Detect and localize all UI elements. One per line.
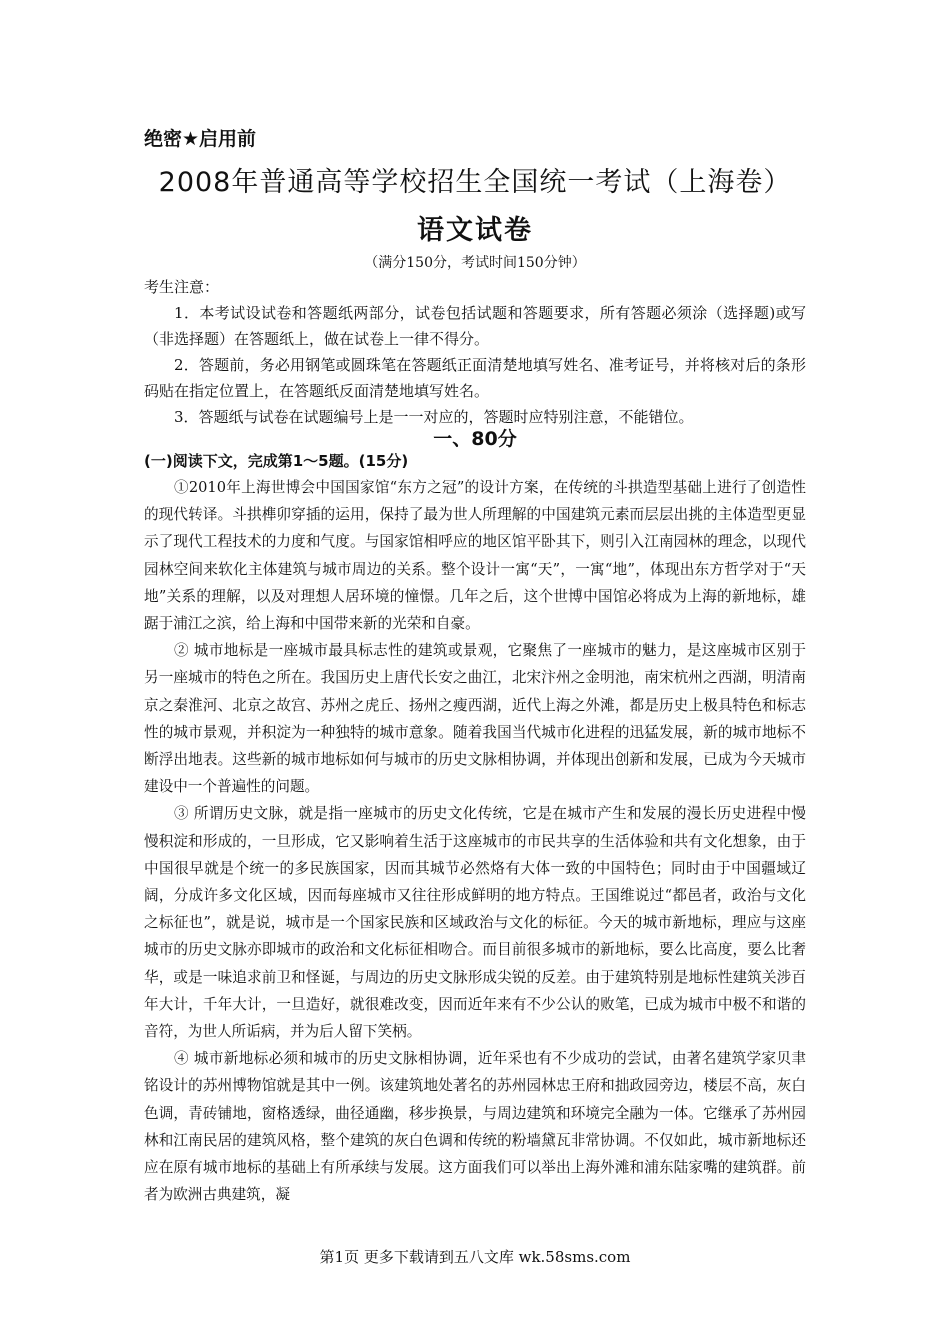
confidential-label: 绝密★启用前 [144,128,257,150]
notice-block [144,274,806,430]
notice-label: 考生注意： [144,278,220,296]
exam-title: 2008年普通高等学校招生全国统一考试（上海卷） [158,167,792,198]
exam-subtitle: 语文试卷 [417,215,533,246]
notice-item: 1．本考试设试卷和答题纸两部分，试卷包括试题和答题要求，所有答题必须涂（选择题)或写（非选择题）在答题纸上，做在试卷上一律不得分。 [144,304,806,348]
notice-item: 3．答题纸与试卷在试题编号上是一一对应的，答题时应特别注意，不能错位。 [174,408,694,426]
question-header: (一)阅读下文，完成第1～5题。(15分) [144,452,409,470]
article-paragraph: ③ 所谓历史文脉，就是指一座城市的历史文化传统，它是在城市产生和发展的漫长历史进程中慢慢积淀和形成的，一旦形成，它又影响着生活于这座城市的市民共享的生活体验和共有文化想象，由于中国很早就是个统一的多民族国家，因而其城节必然烙有大体一致的中国特色；同时由于中国疆域辽阔，分成许多文化区域，因而每座城市又往往形成鲜明的地方特点。王国维说过“都邑者，政治与文化之标征也”，就是说，城市是一个国家民族和区域政治与文化的标征。今天的城市新地标，理应与这座城市的历史文脉亦即城市的政治和文化标征相吻合。而目前很多城市的新地标，要么比高度，要么比奢华，或是一味追求前卫和怪诞，与周边的历史文脉形成尖锐的反差。由于建筑特别是地标性建筑关涉百年大计，千年大计，一旦造好，就很难改变，因而近年来有不少公认的败笔，已成为城市中极不和谐的音符，为世人所诟病，并为后人留下笑柄。 [144,805,806,1041]
page-footer: 第1页 更多下载请到五八文库 wk.58sms.com [319,1248,631,1266]
article-body [144,474,806,1208]
section-heading: 一、80分 [433,428,517,450]
article-paragraph: ② 城市地标是一座城市最具标志性的建筑或景观，它聚焦了一座城市的魅力，是这座城市区别于另一座城市的特色之所在。我国历史上唐代长安之曲江，北宋汴州之金明池，南宋杭州之西湖，明清南京之秦淮河、北京之故宫、苏州之虎丘、扬州之瘦西湖，近代上海之外滩，都是历史上极具特色和标志性的城市景观，并积淀为一种独特的城市意象。随着我国当代城市化进程的迅猛发展，新的城市地标不断浮出地表。这些新的城市地标如何与城市的历史文脉相协调，并体现出创新和发展，已成为今天城市建设中一个普遍性的问题。 [144,642,806,796]
notice-item: 2．答题前，务必用钢笔或圆珠笔在答题纸正面清楚地填写姓名、准考证号，并将核对后的条形码贴在指定位置上，在答题纸反面清楚地填写姓名。 [144,356,806,400]
exam-meta: （满分150分，考试时间150分钟） [364,255,586,271]
article-paragraph: ④ 城市新地标必须和城市的历史文脉相协调，近年采也有不少成功的尝试，由著名建筑学家贝聿铭设计的苏州博物馆就是其中一例。该建筑地处著名的苏州园林忠王府和拙政园旁边，楼层不高，灰白色调，青砖铺地，窗格透绿，曲径通幽，移步换景，与周边建筑和环境完全融为一体。它继承了苏州园林和江南民居的建筑风格，整个建筑的灰白色调和传统的粉墙黛瓦非常协调。不仅如此，城市新地标还应在原有城市地标的基础上有所承续与发展。这方面我们可以举出上海外滩和浦东陆家嘴的建筑群。前者为欧洲古典建筑，凝 [144,1050,806,1204]
article-paragraph: ①2010年上海世博会中国国家馆“东方之冠”的设计方案，在传统的斗拱造型基础上进行了创造性的现代转译。斗拱榫卯穿插的运用，保持了最为世人所理解的中国建筑元素而层层出挑的主体造型更显示了现代工程技术的力度和气度。与国家馆相呼应的地区馆平卧其下，则引入江南园林的理念，以现代园林空间来软化主体建筑与城市周边的关系。整个设计一寓“天”，一寓“地”，体现出东方哲学对于“天地”关系的理解，以及对理想人居环境的憧憬。几年之后，这个世博中国馆必将成为上海的新地标，雄踞于浦江之滨，给上海和中国带来新的光荣和自豪。 [144,479,806,633]
